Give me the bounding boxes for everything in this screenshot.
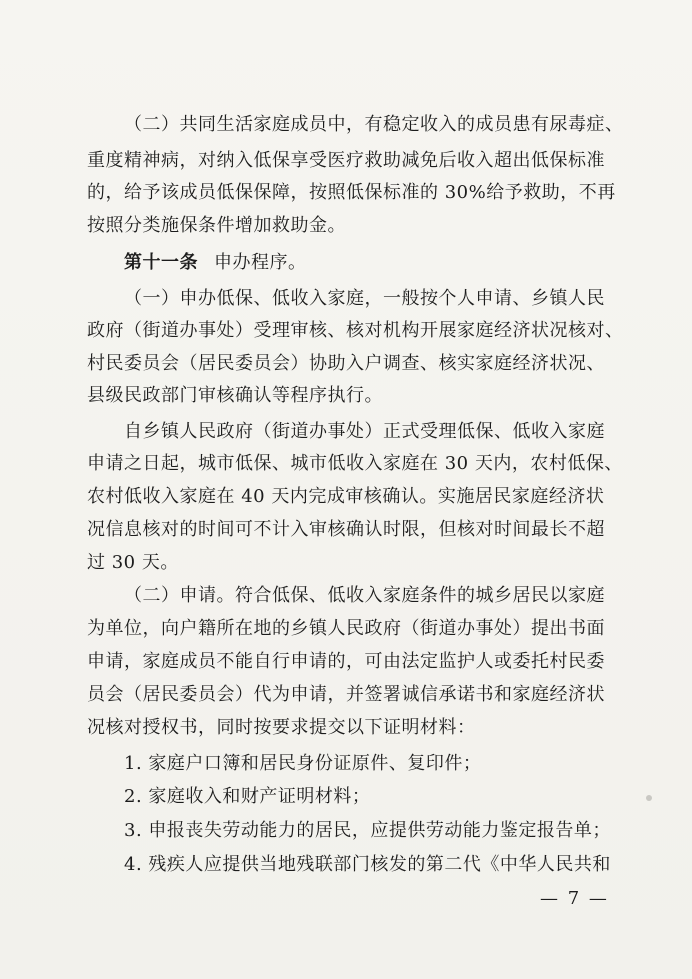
paragraph-line: 县级民政部门审核确认等程序执行。: [87, 385, 383, 406]
paragraph-line: （二）共同生活家庭成员中，有稳定收入的成员患有尿毒症、: [124, 114, 624, 135]
paragraph-line: 为单位，向户籍所在地的乡镇人民政府（街道办事处）提出书面: [87, 618, 605, 639]
paragraph-line: （二）申请。符合低保、低收入家庭条件的城乡居民以家庭: [124, 585, 605, 606]
list-item: 3. 申报丧失劳动能力的居民，应提供劳动能力鉴定报告单；: [124, 820, 611, 841]
paragraph-line: 员会（居民委员会）代为申请，并签署诚信承诺书和家庭经济状: [87, 684, 605, 705]
paragraph-line: 过 30 天。: [87, 552, 179, 573]
paragraph-line: 况核对授权书，同时按要求提交以下证明材料：: [87, 717, 476, 738]
paragraph-line: 况信息核对的时间可不计入审核确认时限，但核对时间最长不超: [87, 519, 605, 540]
list-item: 2. 家庭收入和财产证明材料；: [124, 786, 371, 807]
list-item: 1. 家庭户口簿和居民身份证原件、复印件；: [124, 753, 482, 774]
page-number: — 7 —: [540, 888, 609, 909]
list-item: 4. 残疾人应提供当地残联部门核发的第二代《中华人民共和: [124, 854, 611, 875]
paragraph-line: 农村低收入家庭在 40 天内完成审核确认。实施居民家庭经济状: [87, 486, 605, 507]
paragraph-line: 自乡镇人民政府（街道办事处）正式受理低保、低收入家庭: [124, 421, 605, 442]
paragraph-line: 申请之日起，城市低保、城市低收入家庭在 30 天内，农村低保、: [87, 453, 623, 474]
paragraph-line: 重度精神病，对纳入低保享受医疗救助减免后收入超出低保标准: [87, 150, 605, 171]
article-title: 申办程序。: [214, 252, 307, 273]
paragraph-line: 的，给予该成员低保保障，按照低保标准的 30%给予救助，不再: [87, 182, 616, 203]
paragraph-line: 村民委员会（居民委员会）协助入户调查、核实家庭经济状况、: [87, 353, 605, 374]
paragraph-line: 政府（街道办事处）受理审核、核对机构开展家庭经济状况核对、: [87, 320, 624, 341]
paragraph-line: 申请，家庭成员不能自行申请的，可由法定监护人或委托村民委: [87, 651, 605, 672]
article-heading: 第十一条: [124, 252, 198, 273]
paragraph-line: 按照分类施保条件增加救助金。: [87, 215, 346, 236]
paragraph-line: （一）申办低保、低收入家庭，一般按个人申请、乡镇人民: [124, 288, 605, 309]
scan-mark: [646, 795, 652, 801]
